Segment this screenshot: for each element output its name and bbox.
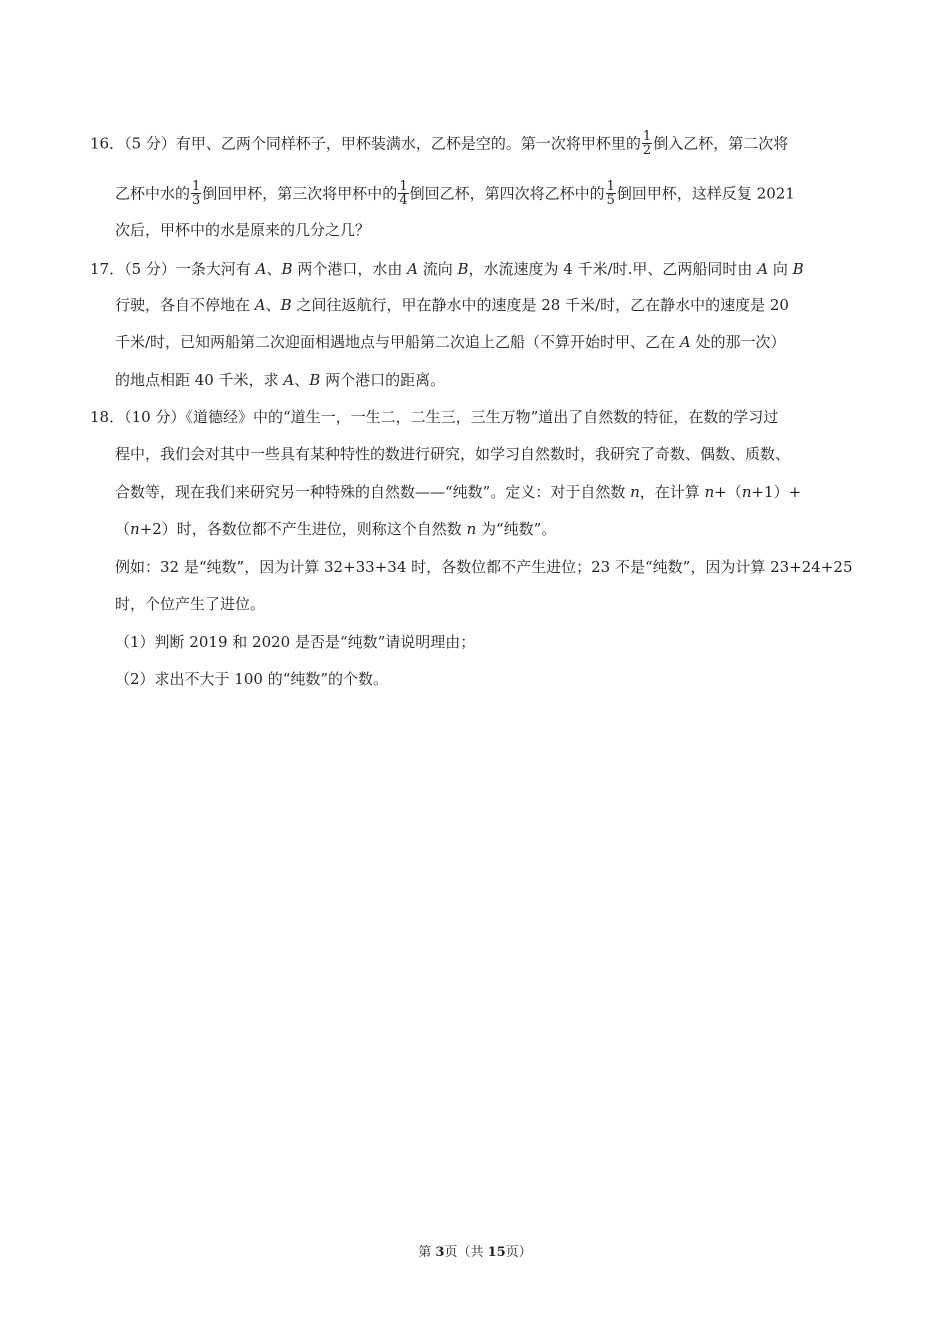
q18-subquestion-1: （1）判断 2019 和 2020 是否是“纯数”请说明理由； — [115, 633, 476, 651]
q18-example-line-2: 时，个位产生了进位。 — [115, 595, 266, 613]
q16-line-2: 乙杯中水的 $\frac{1}{3}$ 倒回甲杯，第三次将甲杯中的 $\frac{1}{4}$ 倒回乙杯，第四次将乙杯中的 $\frac{1}{5}$ 倒回甲杯，这样反复 2021 — [115, 179, 795, 208]
q18-line-3: 合数等，现在我们来研究另一种特殊的自然数——“纯数”。定义：对于自然数 n，在计算 n+（n+1）+ — [115, 483, 802, 501]
q18-line-4: （n+2）时，各数位都不产生进位，则称这个自然数 n 为“纯数”。 — [115, 520, 557, 538]
page-footer: 第 3页（共 15页） — [418, 1245, 532, 1260]
q18-example-line-1: 例如：32 是“纯数”，因为计算 32+33+34 时，各数位都不产生进位；23 不是“纯数”，因为计算 23+24+25 — [115, 558, 853, 576]
fraction-one-half: $\frac{1}{2}$ — [642, 129, 652, 158]
q16-line-3: 次后，甲杯中的水是原来的几分之几？ — [115, 221, 371, 239]
fraction-one-third: $\frac{1}{3}$ — [192, 179, 201, 208]
q16-text: 倒入乙杯，第二次将 — [653, 134, 789, 153]
q17-line-4: 的地点相距 40 千米，求 A、B 两个港口的距离。 — [115, 371, 446, 389]
total-page-count: 15 — [487, 1245, 506, 1260]
q17-line-2: 行驶，各自不停地在 A、B 之间往返航行，甲在静水中的速度是 28 千米/时，乙在静水中的速度是 20 — [115, 296, 789, 314]
fraction-one-quarter: $\frac{1}{4}$ — [399, 179, 408, 208]
q18-line-1: 18．（10 分）《道德经》中的“道生一，一生二，二生三，三生万物”道出了自然数的特征，在数的学习过 — [90, 408, 779, 426]
q16-line-1 — [90, 131, 788, 158]
q17-line-3: 千米/时，已知两船第二次迎面相遇地点与甲船第二次追上乙船（不算开始时甲、乙在 A 处的那一次） — [115, 333, 786, 351]
q18-subquestion-2: （2）求出不大于 100 的“纯数”的个数。 — [115, 670, 389, 688]
q16-text: 16．（5 分）有甲、乙两个同样杯子，甲杯装满水，乙杯是空的。第一次将甲杯里的 — [90, 134, 641, 153]
q18-line-2: 程中，我们会对其中一些具有某种特性的数进行研究，如学习自然数时，我研究了奇数、偶数、质数、 — [115, 445, 791, 463]
current-page-number: 3 — [435, 1245, 445, 1260]
fraction-one-fifth: $\frac{1}{5}$ — [606, 179, 615, 208]
q17-line-1: 17．（5 分）一条大河有 A、B 两个港口，水由 A 流向 B，水流速度为 4 千米/时.甲、乙两船同时由 A 向 B — [90, 260, 804, 278]
